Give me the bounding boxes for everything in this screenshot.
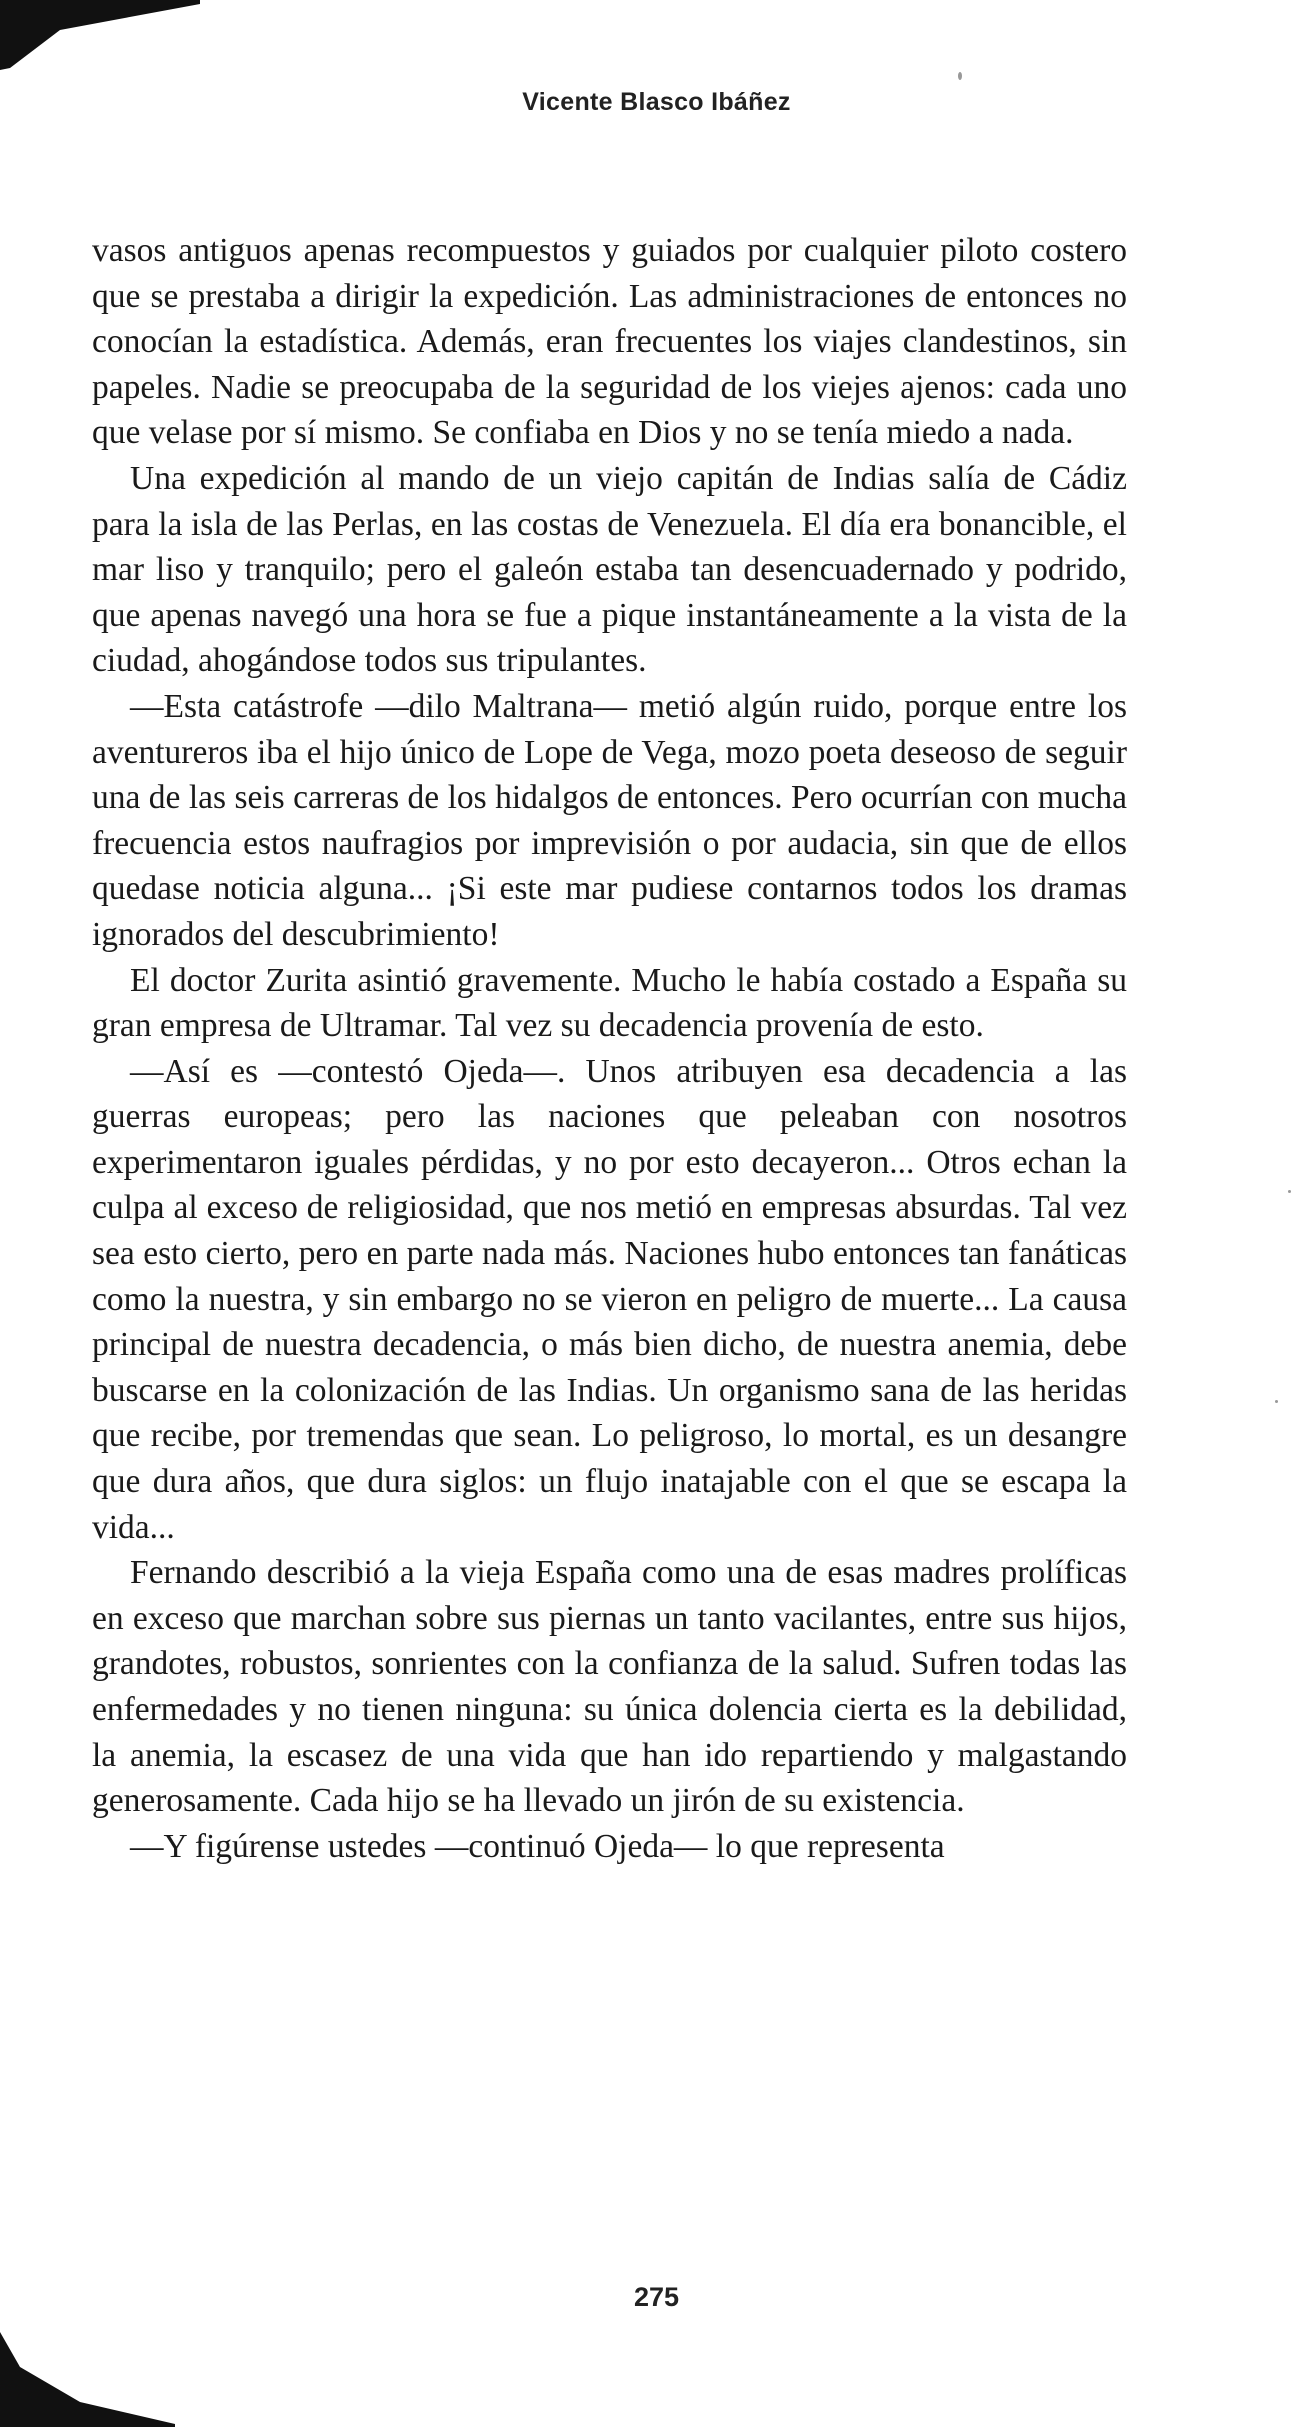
paragraph-7: —Y figúrense ustedes —continuó Ojeda— lo que representa <box>130 1827 945 1865</box>
scan-speck <box>958 72 962 80</box>
page-body <box>92 228 1127 1869</box>
page-number: 275 <box>633 2282 680 2312</box>
paragraph-2: Una expedición al mando de un viejo capitán de Indias salía de Cádiz para la isla de las Perlas, en las costas de Venezuela. El día era bonancible, el mar liso y tranquilo; pero el galeón estaba tan desencuadernado y podrido, que apenas navegó una hora se fue a pique instantáneamente a la vista de la ciudad, ahogándose todos sus tripulantes. <box>92 459 1127 680</box>
paragraph-6: Fernando describió a la vieja España como una de esas madres prolíficas en exceso que marchan sobre sus piernas un tanto vacilantes, entre sus hijos, grandotes, robustos, sonrientes con la confianza de la salud. Sufren todas las enfermedades y no tienen ninguna: su única dolencia cierta es la debilidad, la anemia, la escasez de una vida que han ido repartiendo y malgastando generosamente. Cada hijo se ha llevado un jirón de su existencia. <box>92 1554 1127 1820</box>
paragraph-5: —Así es —contestó Ojeda—. Unos atribuyen esa decadencia a las guerras europeas; pero las naciones que peleaban con nosotros experimentaron iguales pérdidas, y no por esto decayeron... Otros echan la culpa al exceso de religiosidad, que nos metió en empresas absurdas. Tal vez sea esto cierto, pero en parte nada más. Naciones hubo entonces tan fanáticas como la nuestra, y sin embargo no se vieron en peligro de muerte... La causa principal de nuestra decadencia, o más bien dicho, de nuestra anemia, debe buscarse en la colonización de las Indias. Un organismo sana de las heridas que recibe, por tremendas que sean. Lo peligroso, lo mortal, es un desangre que dura años, que dura siglos: un flujo inatajable con el que se escapa la vida... <box>92 1052 1127 1546</box>
paragraph-3: —Esta catástrofe —dilo Maltrana— metió algún ruido, porque entre los aventureros iba el hijo único de Lope de Vega, mozo poeta deseoso de seguir una de las seis carreras de los hidalgos de entonces. Pero ocurrían con mucha frecuencia estos naufragios por imprevisión o por audacia, sin que de ellos quedase noticia alguna... ¡Si este mar pudiese contarnos todos los dramas ignorados del descubrimiento! <box>92 687 1127 953</box>
paragraph-1: vasos antiguos apenas recompuestos y guiados por cualquier piloto costero que se prestaba a dirigir la expedición. Las administraciones de entonces no conocían la estadística. Además, eran frecuentes los viajes clandestinos, sin papeles. Nadie se preocupaba de la seguridad de los viejes ajenos: cada uno que velase por sí mismo. Se confiaba en Dios y no se tenía miedo a nada. <box>92 232 1127 452</box>
paragraph-4: El doctor Zurita asintió gravemente. Mucho le había costado a España su gran empresa de Ultramar. Tal vez su decadencia provenía de esto. <box>92 961 1127 1045</box>
scan-corner-shadow-bottom <box>0 2332 175 2427</box>
scan-speck <box>1288 1190 1291 1193</box>
running-head: Vicente Blasco Ibáñez <box>522 88 791 116</box>
scan-corner-shadow-top <box>0 0 200 70</box>
scan-speck <box>1275 1400 1278 1403</box>
